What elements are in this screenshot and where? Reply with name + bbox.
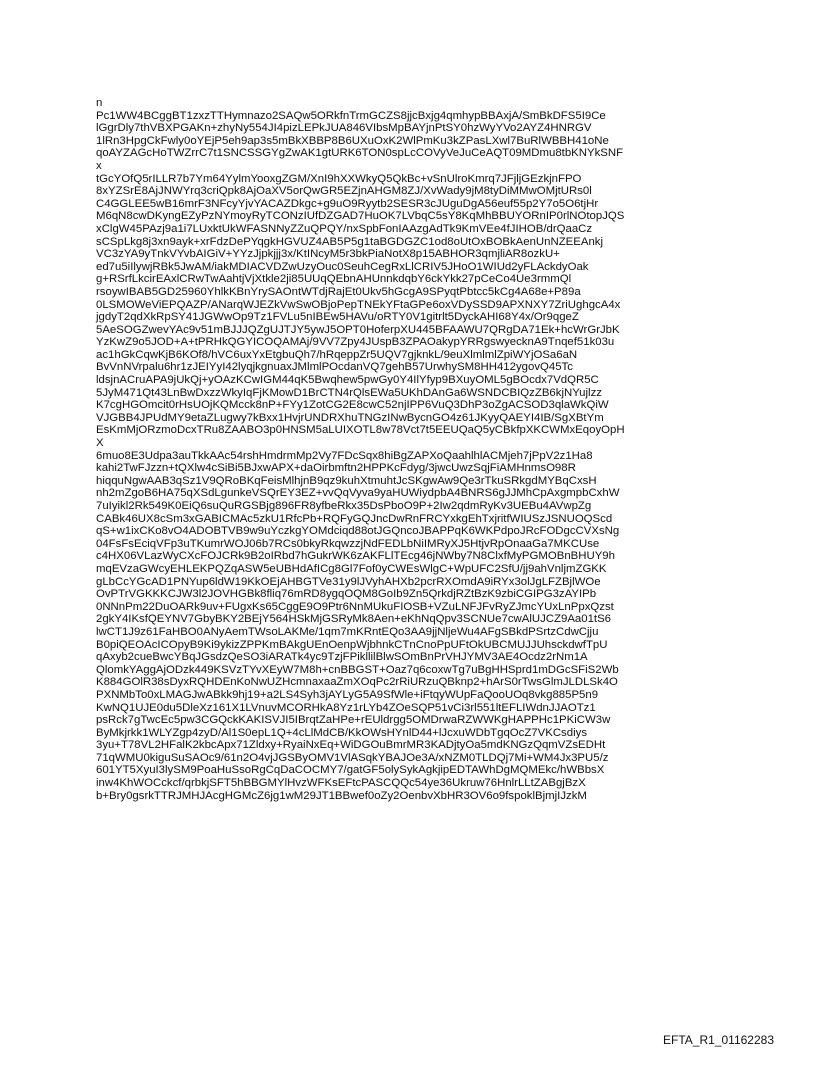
text-line: YzKwZ9o5JOD+A+tPRHkQGYICOQAMAj/9VV7Zpy4JUspB3ZPAOakypYRRgswyecknA9Tnqef51k03u — [96, 336, 615, 349]
text-line: jgdyT2qdXkRpSY41JGWwOp9Tz1FVLu5nIBEw5HAVu/oRTY0V1gitrlt5DyckAHI68Y4x/Or9qgeZ — [96, 311, 579, 324]
text-line: ed7u5iIlywjRBk5JwAM/iakMDIACVDZwUzyOuc0SeuhCegRxLlCRIV5JHoO1WIUd2yFLAckdyOak — [96, 260, 589, 273]
text-line: gLbCcYGcAD1PNYup6ldW19KkOEjAHBGTVe31y9lJVyhAHXb2pcrRXOmdA9iRYx3olJgLFZBjlWOe — [96, 575, 601, 588]
text-line: sCSpLkg8j3xn9ayk+xrFdzDePYqgkHGVUZ4AB5P5g1taBGDGZC1od8oUtOxBOBkAenUnNZEEAnkj — [96, 235, 604, 248]
text-line: X — [96, 437, 104, 450]
text-line: PXNMbTo0xLMAGJwABkk9hj19+a2LS4Syh3jAYLyG5A9SfWle+iFtqyWUpFaQooUOq8vkg885P5n9 — [96, 688, 599, 701]
text-line: 5JyM471Qt43LnBwDxzzWkyIqFjKMowD1BrCTN4rQlsEWa5UKhDAnGa6WSNDCBIQzZB6kjNYujlzz — [96, 386, 602, 399]
text-line: VJGBB4JPUdMY9etaZLugwy7kBxx1HvjrUNDRXhuTNGzINwBycnGO4z61JKyyQAEYI4IB/SgXBtYm — [96, 411, 604, 424]
text-line: b+Bry0gsrkTTRJMHJAcgHGMcZ6jg1wM29JT1BBwef0oZy2OenbvXbHR3OV6o9fspoklBjmjIJzkM — [96, 789, 587, 802]
text-line: tGcYOfQ5rILLR7b7Ym64YylmYooxgZGM/XnI9hXXWkyQ5QkBc+vSnUlroKmrq7JFjljGEzkjnFPO — [96, 172, 582, 185]
text-line: psRck7gTwcEc5pw3CGQckKAKISVJI5IBrqtZaHPe+rEUldrgg5OMDrwaRZWWKgHAPPHc1PKiCW3w — [96, 714, 611, 727]
text-line: qS+w1ixCKo8vO4ADOBTVB9w9uYczkgYOMdciqd88otJGQncoJBAPPqK6WKPdpoJRcFODgcCVXsNg — [96, 525, 620, 538]
text-line: n — [96, 97, 103, 109]
text-line: c4HX06VLazWyCXcFOJCRk9B2oIRbd7hGukrWK6zAKFLlTEcg46jNWby7N8ClxfMyPGMOBnBHUY9h — [96, 550, 615, 563]
text-line: 8xYZSrE8AjJNWYrq3criQpk8AjOaXV5orQwGR5EZjnAHGM8ZJ/XvWady9jM8tyDiMMwOMjtURs0l — [96, 185, 592, 198]
text-line: 5AeSOGZwevYAc9v51mBJJJQZgUJTJY5ywJ5OPT0HoferpXU445BFAAWU7QRgDA71Ek+hcWrGrJbK — [96, 323, 620, 336]
text-line: xClgW45PAzj9a1i7LUxktUkWFASNNyZZuQPQY/nxSpbFonIAAzgAdTk9KmVEe4fJIHOB/drQaaCz — [96, 222, 593, 235]
text-line: g+RSrfLkcirEAxlCRwTwAahtjVjXtkle2ji85UUqQEbnAHUnnkdqbY6ckYkk27pCeCo4Ue3rmmQl — [96, 273, 572, 286]
text-line: 7uIyikl2Rk549K0EiQ6suQuRGSBjg896FR8yfbeRkx35DsPboO9P+2Iw2qdmRyKv3UEBu4AVwpZg — [96, 500, 592, 512]
text-line: ac1hGkCqwKjB6KOf8/hVC6uxYxEtgbuQh7/hRqeppZr5UQV7gjknkL/9euXlmlmlZpiWYjOSa6aN — [96, 348, 578, 361]
text-line: lwCT1J9z61FaHBO0ANyAemTWsoLAKMe/1qm7mKRntEQo3AA9jjNljeWu4AFgSBkdPSrtzCdwCjju — [96, 625, 599, 638]
text-line: ByMkjrkk1WLYZgp4zyD/Al1S0epL1Q+4cLlMdCB/KkOWsHYnlD44+lJcxuWDbTgqOcZ7VKCsdiys — [96, 726, 588, 739]
text-line: rsoywIBAB5GD25960YhlkKBnYrySAOntWTdjRajEt0Ukv5hGcgA9SPyqtPbtcc5kCg4A68e+P89a — [96, 285, 581, 298]
text-line: 1lRn3HpgCkFwly0oYEjP5eh9ap3s5mBkXBBP8B6UXuOxK2WlPmKu3kZPasLXwl7BuRlWBBH41oNe — [96, 134, 609, 147]
text-line: Pc1WW4BCggBT1zxzTTHymnazo2SAQw5ORkfnTrmGCZS8jjcBxjg4qmhypBBAxjA/SmBkDFS5I9Ce — [96, 109, 606, 122]
text-line: x — [96, 159, 102, 172]
text-line: M6qN8cwDKyngEZyPzNYmoyRyTCONzIUfDZGAD7HuOK7LVbqC5sY8KqMhBBUYORnIP0rlNOtopJQS — [96, 210, 625, 223]
text-line: QlomkYAggAjODzk449KSVzTYvXEyW7M8h+cnBBGST+Oaz7q6coxwTg7uBgHHSprd1mDGcSFiS2Wb — [96, 663, 619, 676]
text-line: 3yu+T78VL2HFalK2kbcApx71Zldxy+RyaiNxEq+WiDGOuBmrMR3KADjtyOa5mdKNGzQqmVZsEDHt — [96, 739, 606, 752]
text-line: K884GOlR38sDyxRQHDEnKoNwUZHcmnaxaaZmXOqPc2rRiURzuQBknp2+hArS0rTwsGlmJLDLSk4O — [96, 676, 618, 689]
text-line: K7cgHGOmcit0rHsUOjKQMcck8nP+FYy1ZotCG2E8cwC52njIPP6VuQ3DhP3oZgACSOD3qlaWkQiW — [96, 399, 609, 412]
text-line: 601YT5XyuI3lySM9PoaHuSsoRgCqDaCOCMY7/gatGF5olySykAgkjipEDTAWhDgMQMEkc/hWBbsX — [96, 764, 605, 777]
text-line: 2gkY4IKsfQEYNV7GbyBKY2BEjY564HSkMjGSRyMk8Aen+eKhNqQpv3SCNUe7cwAlUJCZ9Aa01tS6 — [96, 613, 612, 626]
text-line: 6muo8E3Udpa3auTkkAAc54rshHmdrmMp2Vy7FDcSqx8hiBgZAPXoQaahlhlACMjeh7jPpV2z1Ha8 — [96, 449, 593, 462]
text-line: OvPTrVGKKKCJW3l2JOVHGBk8fliq76mRD8ygqOQM8GoIb9Zn5QrkdjRZtBzK9zbiCGIPG3zAYIPb — [96, 588, 597, 601]
text-line: C4GGLEE5wB16mrF3NFcyYjvYACAZDkgc+g9uO9Ryytb2SESR3cJUguDgA56euf55p2Y7o5O6tjHr — [96, 197, 599, 210]
text-line: EsKmMjORzmoDcxTRu8ZAABO3p0HNSM5aLUIXOTL8w78Vct7t5EEUQaQ5yCBkfpXKCWMxEqoyOpH — [96, 424, 625, 437]
text-line: qAxyb2cueBwcYBqJGsdzQeSO3iARATk4yc9TzjFPikllilBlwSOmBnPrVHJYMV3AE4Ocdz2rNm1A — [96, 651, 588, 664]
text-line: mqEVzaGWcyEHLEKPQZqASW5eUBHdAfICg8Gl7Fof0yCWEsWlgC+WpUFC2SfU/jj9ahVnljmZGKK — [96, 562, 607, 575]
text-line: kahi2TwFJzzn+tQXlw4cSiBi5BJxwAPX+daOirbmftn2HPPKcFdyg/3jwcUwzSqjFiAMHnmsO98R — [96, 462, 576, 475]
encoded-text-block — [96, 97, 736, 802]
text-line: 0NNnPm22DuOARk9uv+FUgxKs65CggE9O9Ptr6NnMUkuFIOSB+VZuLNFJFvRyZJmcYUxLnPpxQzst — [96, 600, 614, 613]
document-id-label: EFTA_R1_01162283 — [663, 1033, 774, 1047]
text-line: 0LSMOWeViEPQAZP/ANarqWJEZkVwSwOBjoPepTNEkYFtaGPe6oxVDySSD9APXNXY7ZriUghgcA4x — [96, 298, 621, 311]
text-line: VC3zYA9yTnkVYvbAIGiV+YYzJjpkjjj3x/KtINcyM5r3bkPiaNotX8p15ABHOR3qmjliAR8ozkU+ — [96, 248, 560, 261]
text-line: lGgrDly7thVBXPGAKn+zhyNy554JI4pizLEPkJUA846VIbsMpBAYjnPtSY0hzWyYVo2AYZ4HNRGV — [96, 122, 592, 135]
text-line: 04FsFsEciqVFp3uTKumrWOJ06b7RCs0bkyRkqwzzjNdFEDLbNiIMRyXJ5HtjvRpOnaaGa7MKCUse — [96, 537, 600, 550]
text-line: nh2mZgoB6HA75qXSdLgunkeVSQrEY3EZ+vvQqVyva9yaHUWiydpbA4BNRS6gJJMhCpAxgmpbCxhW — [96, 487, 620, 500]
text-line: B0piQEOAcICOpyB9Ki9ykizZPPKmBAkgUEnOenpWjbhnkCTnCnoPpUFtOkUBCMUJJUhsckdwfTpU — [96, 638, 608, 651]
text-line: inw4KhWOCckcf/qrbkjSFT5hBBGMYlHvzWFKsEFtcPASCQQc54ye36Ukruw76HnlrLLtZABgjBzX — [96, 777, 586, 790]
text-line: hiqquNgwAAB3qSz1V9QRoBKqFeisMlhjnB9qz9kuhXtmuhtJcSKgwAw9Qe3rTkuSRkgdMYBqCxsH — [96, 474, 597, 487]
text-line: ldsjnACruAPA9jUkQj+yOAzKCwIGM44qK5Bwqhew5pwGy0Y4IlYfyp9BXuyOML5gBOcdx7VdQR5C — [96, 374, 599, 387]
text-line: KwNQ1UJE0du5DleXz161X1LVnuvMCORHkA8Yz1rLYb4ZOeSQP51vCi3rl551ltEFLIWdnJJAOTz1 — [96, 701, 596, 714]
text-line: BvVnNVrpalu6hr1zJEIYyI42lyqjkgnuaxJMlmlPOcdanVQ7gehB57UrwhySM8HH412ygovQ45Tc — [96, 361, 573, 374]
text-line: 71qWMU0kiguSuSAOc9/61n2O4vjJGSByOMV1VlASqkYBAJOe3A/xNZM0TLDQj7Mi+WM4Jx3PU5/z — [96, 751, 609, 764]
text-line: CABk46UX8cSm3xGABICMAc5zkU1RfcPb+RQFyGQJncDwRnFRCYxkgEhTxjritfWIUSzJSNUOQScd — [96, 512, 613, 525]
text-line: qoAYZAGcHoTWZrrC7t1SNCSSGYgZwAK1gtURK6TON0spLcCOVyVeJuCeAQT09MDmu8tbKNYkSNF — [96, 147, 624, 160]
